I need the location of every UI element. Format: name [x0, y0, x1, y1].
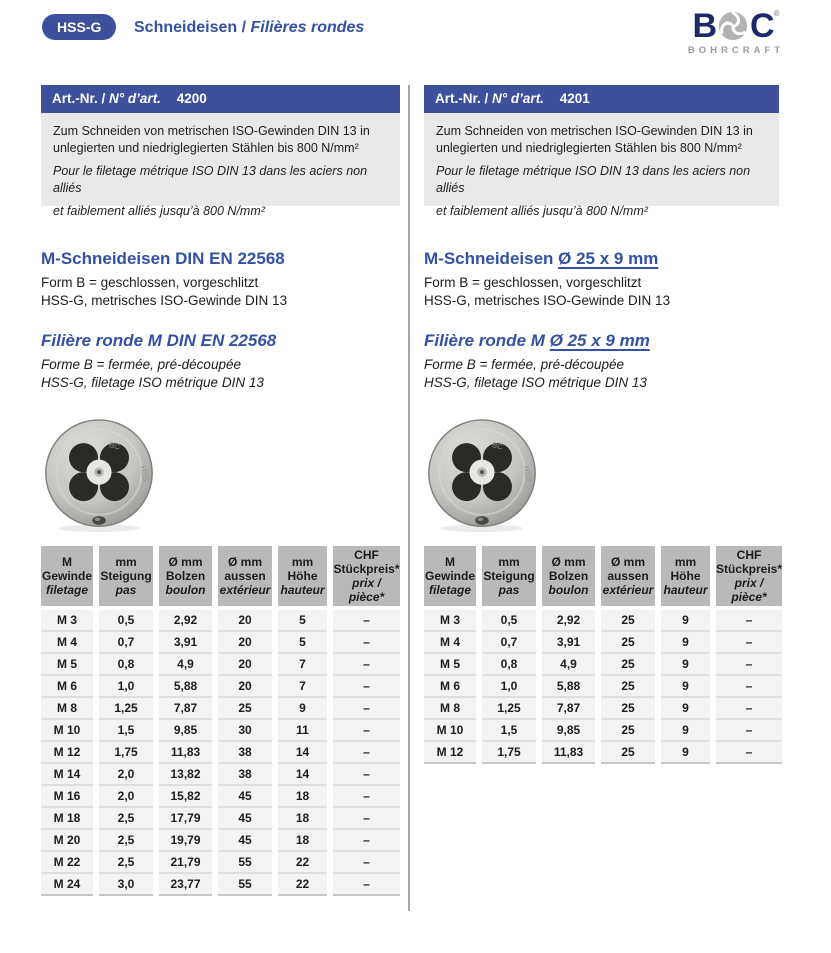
- product-title-de: [41, 248, 400, 270]
- column-header-line: Stückpreis*: [333, 562, 400, 576]
- table-cell: 20: [218, 610, 272, 632]
- column-header-line: Ø mm: [551, 555, 586, 569]
- product-column-4201: [424, 85, 783, 764]
- die-engraving-side: HSS: [521, 464, 534, 483]
- product-sub-de-1: Form B = geschlossen, vorgeschlitzt: [424, 275, 642, 290]
- table-cell: M 6: [424, 676, 476, 698]
- table-cell: 25: [601, 654, 655, 676]
- table-cell: 45: [218, 830, 272, 852]
- table-cell: M 5: [41, 654, 93, 676]
- table-cell: 45: [218, 808, 272, 830]
- table-cell: –: [333, 808, 400, 830]
- art-label-fr: N° d’art.: [109, 91, 161, 106]
- table-cell: 5,88: [542, 676, 595, 698]
- table-cell: 45: [218, 786, 272, 808]
- column-header-line: aussen: [224, 569, 266, 583]
- table-cell: 14: [278, 764, 327, 786]
- column-header-line: CHF: [354, 548, 379, 562]
- page-title-de: Schneideisen: [134, 19, 238, 36]
- table-cell: 25: [601, 632, 655, 654]
- table-cell: 5: [278, 632, 327, 654]
- table-cell: M 4: [41, 632, 93, 654]
- table-cell: –: [333, 610, 400, 632]
- table-cell: –: [716, 698, 782, 720]
- description-de-line2: unlegierten und niedriglegierten Stählen bis 800 N/mm²: [436, 141, 742, 155]
- table-cell: –: [333, 874, 400, 896]
- table-cell: 0,8: [99, 654, 153, 676]
- table-cell: 3,91: [542, 632, 595, 654]
- column-header: [424, 546, 476, 606]
- description-de-line1: Zum Schneiden von metrischen ISO-Gewinden DIN 13 in: [436, 124, 753, 138]
- art-number: 4200: [176, 91, 207, 106]
- product-subtitle-fr: [424, 356, 779, 392]
- column-header-line: Bolzen: [548, 569, 589, 583]
- page-title-fr: Filières rondes: [250, 19, 365, 36]
- table-cell: 2,92: [542, 610, 595, 632]
- art-number: 4201: [559, 91, 590, 106]
- description-box: [424, 113, 779, 218]
- column-header-line: Höhe: [287, 569, 318, 583]
- page-title: [134, 15, 364, 40]
- table-cell: –: [333, 742, 400, 764]
- table-cell: M 4: [424, 632, 476, 654]
- table-cell: 25: [601, 720, 655, 742]
- column-header-line: Ø mm: [610, 555, 645, 569]
- table-cell: 9: [661, 654, 710, 676]
- table-cell: M 18: [41, 808, 93, 830]
- table-cell: 0,5: [482, 610, 536, 632]
- table-cell: –: [716, 742, 782, 764]
- table-cell: 0,7: [482, 632, 536, 654]
- description-box: [41, 113, 400, 218]
- die-engraving-side: HSS: [138, 464, 151, 483]
- table-cell: M 24: [41, 874, 93, 896]
- table-cell: 9: [661, 698, 710, 720]
- table-cell: M 3: [424, 610, 476, 632]
- table-cell: –: [333, 786, 400, 808]
- column-header-line: filetage: [428, 583, 471, 597]
- product-sub-de-2: HSS-G, metrisches ISO-Gewinde DIN 13: [41, 293, 288, 308]
- page-title-separator: /: [237, 19, 251, 36]
- table-cell: M 22: [41, 852, 93, 874]
- table-cell: 21,79: [159, 852, 212, 874]
- spec-table: [424, 546, 783, 764]
- table-cell: 38: [218, 764, 272, 786]
- product-subtitle-fr: [41, 356, 400, 392]
- column-header-line: M: [62, 555, 72, 569]
- column-header-line: mm: [291, 555, 314, 569]
- table-cell: 9: [661, 632, 710, 654]
- column-header-line: mm: [674, 555, 697, 569]
- column-header-line: Bolzen: [165, 569, 206, 583]
- column-header-line: Ø mm: [168, 555, 203, 569]
- table-cell: –: [333, 676, 400, 698]
- table-cell: M 3: [41, 610, 93, 632]
- product-sub-de-1: Form B = geschlossen, vorgeschlitzt: [41, 275, 259, 290]
- table-cell: 55: [218, 874, 272, 896]
- table-cell: –: [333, 654, 400, 676]
- column-header-line: boulon: [548, 583, 589, 597]
- table-cell: –: [716, 654, 782, 676]
- description-fr-line2: et faiblement alliés jusqu’à 800 N/mm²: [53, 204, 265, 218]
- table-cell: –: [716, 676, 782, 698]
- column-header: [601, 546, 655, 606]
- product-title-fr: [424, 330, 779, 352]
- table-cell: 22: [278, 852, 327, 874]
- table-cell: 1,25: [99, 698, 153, 720]
- table-cell: M 8: [41, 698, 93, 720]
- table-cell: 18: [278, 808, 327, 830]
- product-subtitle-de: [424, 274, 779, 310]
- column-header-line: Gewinde: [41, 569, 92, 583]
- description-de-line1: Zum Schneiden von metrischen ISO-Gewinden DIN 13 in: [53, 124, 370, 138]
- column-header: [99, 546, 153, 606]
- table-cell: 5: [278, 610, 327, 632]
- table-cell: M 6: [41, 676, 93, 698]
- table-cell: 25: [601, 610, 655, 632]
- column-header-line: filetage: [45, 583, 88, 597]
- product-subtitle-de: [41, 274, 400, 310]
- column-header-line: extérieur: [602, 583, 654, 597]
- table-cell: 1,0: [99, 676, 153, 698]
- registered-mark-icon: ®: [773, 9, 780, 18]
- product-sub-fr-1: Forme B = fermée, pré-découpée: [424, 357, 624, 372]
- table-cell: M 14: [41, 764, 93, 786]
- table-cell: M 12: [41, 742, 93, 764]
- die-engraving-top: BC: [108, 440, 121, 452]
- table-cell: 1,5: [99, 720, 153, 742]
- table-cell: –: [333, 852, 400, 874]
- table-cell: 4,9: [542, 654, 595, 676]
- table-cell: 2,5: [99, 830, 153, 852]
- column-header: [333, 546, 400, 606]
- die-product-photo: [424, 418, 540, 534]
- table-cell: 19,79: [159, 830, 212, 852]
- table-cell: 9: [661, 610, 710, 632]
- column-header-line: Steigung: [483, 569, 535, 583]
- column-header-line: Gewinde: [424, 569, 475, 583]
- column-header-line: pas: [115, 583, 137, 597]
- table-cell: 3,91: [159, 632, 212, 654]
- column-header: [716, 546, 782, 606]
- table-cell: 18: [278, 830, 327, 852]
- table-cell: 20: [218, 676, 272, 698]
- table-cell: 11,83: [159, 742, 212, 764]
- spec-table: [41, 546, 400, 896]
- table-cell: –: [333, 698, 400, 720]
- art-label-fr: N° d’art.: [492, 91, 544, 106]
- logo-circle-icon: [717, 10, 749, 42]
- table-cell: –: [333, 632, 400, 654]
- table-cell: 7: [278, 676, 327, 698]
- table-cell: 18: [278, 786, 327, 808]
- product-sub-fr-1: Forme B = fermée, pré-découpée: [41, 357, 241, 372]
- table-cell: –: [333, 764, 400, 786]
- hss-badge: HSS-G: [42, 14, 116, 40]
- table-cell: –: [333, 720, 400, 742]
- table-cell: 13,82: [159, 764, 212, 786]
- table-cell: 9: [278, 698, 327, 720]
- column-header: [41, 546, 93, 606]
- column-header-line: M: [445, 555, 455, 569]
- column-divider: [408, 85, 410, 911]
- logo-letter-b: B: [692, 7, 717, 45]
- description-fr-line2: et faiblement alliés jusqu’à 800 N/mm²: [436, 204, 648, 218]
- product-title-de-underlined: Ø 25 x 9 mm: [558, 249, 659, 268]
- art-number-bar: [41, 85, 400, 113]
- column-header-line: Stückpreis*: [716, 562, 783, 576]
- table-cell: 23,77: [159, 874, 212, 896]
- table-cell: 4,9: [159, 654, 212, 676]
- column-header-line: mm: [498, 555, 520, 569]
- table-cell: 25: [601, 676, 655, 698]
- column-header-line: CHF: [736, 548, 762, 562]
- table-cell: 2,0: [99, 764, 153, 786]
- table-cell: 2,5: [99, 852, 153, 874]
- product-title-de-prefix: M-Schneideisen: [424, 249, 559, 268]
- table-cell: 7,87: [542, 698, 595, 720]
- column-header: [542, 546, 595, 606]
- table-cell: M 5: [424, 654, 476, 676]
- product-sub-fr-2: HSS-G, filetage ISO métrique DIN 13: [424, 375, 647, 390]
- product-sub-de-2: HSS-G, metrisches ISO-Gewinde DIN 13: [424, 293, 671, 308]
- table-cell: 22: [278, 874, 327, 896]
- art-label-de: Art.-Nr. /: [435, 91, 489, 106]
- table-cell: 0,8: [482, 654, 536, 676]
- product-title-fr: [41, 330, 400, 352]
- table-cell: 5,88: [159, 676, 212, 698]
- column-header-line: aussen: [607, 569, 649, 583]
- description-fr-line1: Pour le filetage métrique ISO DIN 13 dans les aciers non alliés: [53, 164, 368, 195]
- column-header: [278, 546, 327, 606]
- product-column-4200: [41, 85, 400, 896]
- column-header: [482, 546, 536, 606]
- table-cell: –: [716, 632, 782, 654]
- column-header-line: Steigung: [100, 569, 152, 583]
- table-cell: –: [716, 610, 782, 632]
- column-header-line: boulon: [165, 583, 206, 597]
- column-header-line: hauteur: [663, 583, 708, 597]
- column-header-line: prix / pièce*: [348, 576, 385, 604]
- table-cell: M 10: [41, 720, 93, 742]
- brand-name: BOHRCRAFT: [687, 45, 785, 56]
- table-cell: 7,87: [159, 698, 212, 720]
- description-fr-line1: Pour le filetage métrique ISO DIN 13 dans les aciers non alliés: [436, 164, 751, 195]
- column-header: [159, 546, 212, 606]
- product-title-fr-prefix: Filière ronde M DIN EN 22568: [41, 331, 277, 350]
- table-cell: 1,75: [482, 742, 536, 764]
- table-cell: 15,82: [159, 786, 212, 808]
- brand-logo: [684, 8, 788, 56]
- table-cell: 9,85: [542, 720, 595, 742]
- column-header: [661, 546, 710, 606]
- table-cell: 20: [218, 632, 272, 654]
- column-header-line: mm: [115, 555, 137, 569]
- table-cell: 9,85: [159, 720, 212, 742]
- column-header-line: extérieur: [219, 583, 271, 597]
- table-cell: 3,0: [99, 874, 153, 896]
- product-title-fr-underlined: Ø 25 x 9 mm: [549, 331, 650, 350]
- table-cell: 2,5: [99, 808, 153, 830]
- table-cell: 9: [661, 720, 710, 742]
- column-header-line: Ø mm: [227, 555, 262, 569]
- column-header-line: pas: [498, 583, 520, 597]
- table-cell: 1,25: [482, 698, 536, 720]
- table-cell: 1,0: [482, 676, 536, 698]
- column-header-line: Höhe: [670, 569, 701, 583]
- table-cell: 2,0: [99, 786, 153, 808]
- logo-letter-c: C: [750, 7, 774, 45]
- art-label-de: Art.-Nr. /: [52, 91, 106, 106]
- die-engraving-top: BC: [491, 440, 504, 452]
- art-number-bar: [424, 85, 779, 113]
- table-cell: 9: [661, 676, 710, 698]
- table-cell: 55: [218, 852, 272, 874]
- table-cell: 9: [661, 742, 710, 764]
- table-cell: –: [716, 720, 782, 742]
- description-de-line2: unlegierten und niedriglegierten Stählen bis 800 N/mm²: [53, 141, 359, 155]
- table-cell: 30: [218, 720, 272, 742]
- column-header-line: prix / pièce*: [731, 576, 767, 604]
- table-cell: M 16: [41, 786, 93, 808]
- table-cell: 0,7: [99, 632, 153, 654]
- product-title-fr-prefix: Filière ronde M: [424, 331, 550, 350]
- table-cell: 25: [601, 698, 655, 720]
- column-header-line: hauteur: [280, 583, 325, 597]
- product-sub-fr-2: HSS-G, filetage ISO métrique DIN 13: [41, 375, 264, 390]
- table-cell: M 20: [41, 830, 93, 852]
- table-cell: 14: [278, 742, 327, 764]
- table-cell: M 12: [424, 742, 476, 764]
- table-cell: 17,79: [159, 808, 212, 830]
- table-cell: 1,5: [482, 720, 536, 742]
- table-cell: 25: [218, 698, 272, 720]
- table-cell: 2,92: [159, 610, 212, 632]
- table-cell: 38: [218, 742, 272, 764]
- table-cell: 7: [278, 654, 327, 676]
- column-header: [218, 546, 272, 606]
- table-cell: 1,75: [99, 742, 153, 764]
- table-cell: 20: [218, 654, 272, 676]
- product-title-de: [424, 248, 779, 270]
- table-cell: M 8: [424, 698, 476, 720]
- table-cell: –: [333, 830, 400, 852]
- table-cell: M 10: [424, 720, 476, 742]
- die-product-photo: [41, 418, 157, 534]
- product-title-de-prefix: M-Schneideisen DIN EN 22568: [41, 249, 285, 268]
- table-cell: 0,5: [99, 610, 153, 632]
- table-cell: 11,83: [542, 742, 595, 764]
- table-cell: 11: [278, 720, 327, 742]
- table-cell: 25: [601, 742, 655, 764]
